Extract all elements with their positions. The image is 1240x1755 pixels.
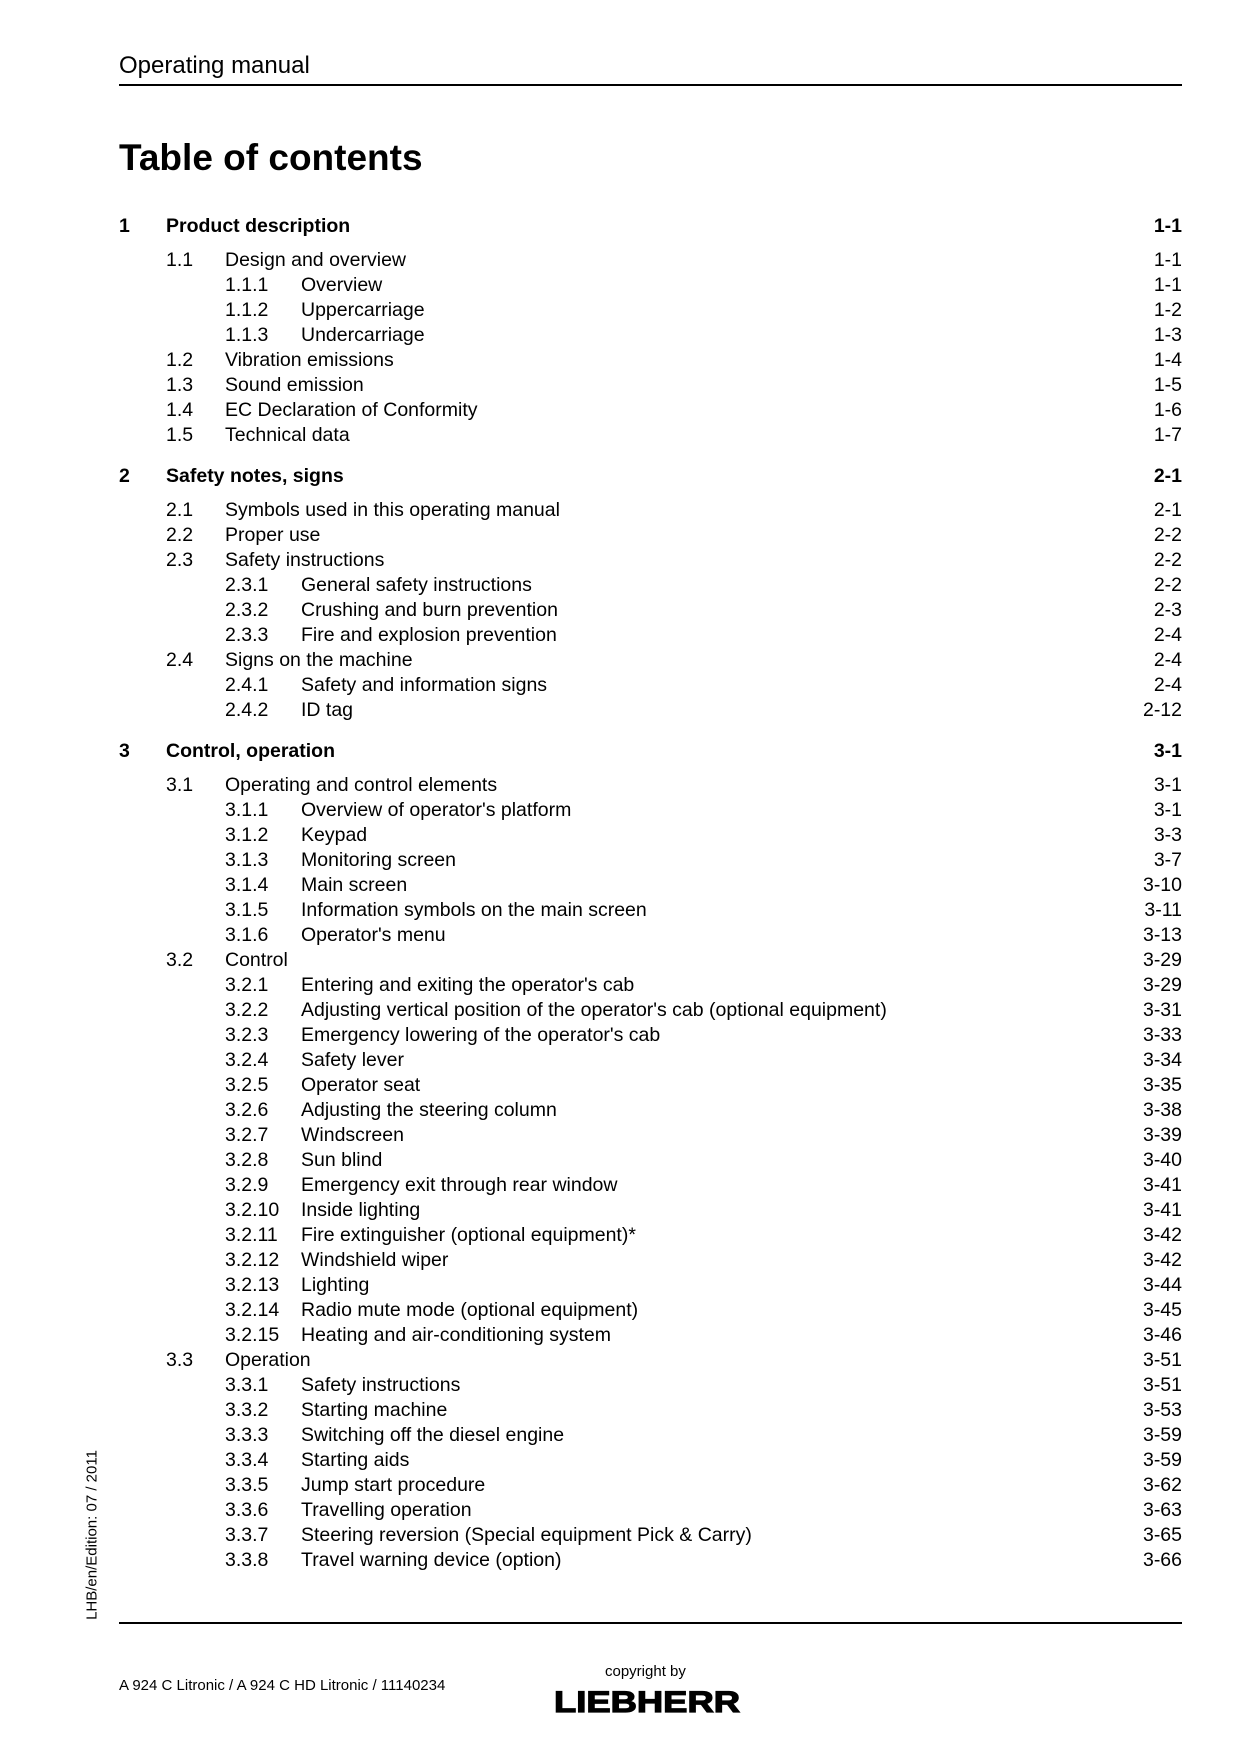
toc-subsection-row[interactable]	[119, 1548, 1182, 1573]
toc-entry-title: Keypad	[301, 824, 368, 846]
toc-chapter	[119, 737, 1182, 1573]
toc-entry-title: Proper use	[225, 524, 321, 546]
toc-entry-page: 2-4	[1153, 649, 1182, 671]
toc-entry-title: Safety instructions	[301, 1374, 461, 1396]
toc-entry-page: 1-3	[1153, 324, 1182, 346]
toc-subsection-row[interactable]	[119, 1498, 1182, 1523]
toc-entry-title: Undercarriage	[301, 324, 425, 346]
toc-entry-title: Windscreen	[301, 1124, 404, 1146]
toc-subsection-row[interactable]	[119, 998, 1182, 1023]
toc-subsection-row[interactable]	[119, 898, 1182, 923]
toc-entry-number: 3.3.6	[225, 1499, 269, 1521]
toc-subsection-row[interactable]	[119, 1298, 1182, 1323]
toc-entry-number: 3.1	[166, 774, 194, 796]
toc-entry-page: 1-1	[1153, 249, 1182, 271]
toc-entry-page: 3-44	[1142, 1274, 1182, 1296]
toc-entry-page: 1-2	[1153, 299, 1182, 321]
toc-entry-number: 3.2.8	[225, 1149, 269, 1171]
toc-entry-title: ID tag	[301, 699, 354, 721]
footer-document-id: A 924 C Litronic / A 924 C HD Litronic / 11140234	[119, 1677, 446, 1694]
toc-entry-title: Overview of operator's platform	[301, 799, 572, 821]
toc-subsection-row[interactable]	[119, 873, 1182, 898]
toc-subsection-row[interactable]	[119, 848, 1182, 873]
toc-entry-number: 3.2.2	[225, 999, 269, 1021]
toc-chapter	[119, 212, 1182, 448]
toc-entry-title: Operation	[225, 1349, 311, 1371]
toc-section-row[interactable]	[119, 773, 1182, 798]
table-of-contents	[119, 212, 1182, 1587]
toc-section-row[interactable]	[119, 373, 1182, 398]
toc-entry-title: Adjusting the steering column	[301, 1099, 557, 1121]
toc-entry-page: 2-3	[1153, 599, 1182, 621]
toc-subsection-row[interactable]	[119, 598, 1182, 623]
toc-entry-number: 3.3.4	[225, 1449, 269, 1471]
toc-entry-title: Safety instructions	[225, 549, 385, 571]
toc-chapter	[119, 462, 1182, 723]
toc-entry-number: 3.2.14	[225, 1299, 280, 1321]
toc-entry-page: 3-41	[1142, 1174, 1182, 1196]
toc-subsection-row[interactable]	[119, 1398, 1182, 1423]
toc-entry-title: Design and overview	[225, 249, 407, 271]
toc-entry-page: 3-1	[1153, 774, 1182, 796]
toc-entry-number: 3.2	[166, 949, 194, 971]
toc-entry-page: 3-34	[1142, 1049, 1182, 1071]
toc-entry-number: 2.3.3	[225, 624, 269, 646]
toc-entry-title: Vibration emissions	[225, 349, 394, 371]
toc-entry-number: 3.2.6	[225, 1099, 269, 1121]
toc-section-row[interactable]	[119, 498, 1182, 523]
toc-entry-number: 1.2	[166, 349, 194, 371]
toc-entry-number: 1.4	[166, 399, 194, 421]
toc-section-row[interactable]	[119, 948, 1182, 973]
toc-entry-page: 3-1	[1153, 799, 1182, 821]
toc-subsection-row[interactable]	[119, 673, 1182, 698]
toc-entry-number: 3.2.1	[225, 974, 269, 996]
toc-subsection-row[interactable]	[119, 1048, 1182, 1073]
toc-subsection-row[interactable]	[119, 323, 1182, 348]
toc-subsection-row[interactable]	[119, 1448, 1182, 1473]
toc-entry-number: 3.2.11	[225, 1224, 278, 1246]
toc-entry-number: 1.1.1	[225, 274, 269, 296]
toc-entry-page: 3-63	[1142, 1499, 1182, 1521]
toc-entry-number: 3.2.3	[225, 1024, 269, 1046]
toc-entry-title: Entering and exiting the operator's cab	[301, 974, 635, 996]
toc-entry-number: 3.2.15	[225, 1324, 280, 1346]
toc-entry-number: 3.3.7	[225, 1524, 269, 1546]
toc-subsection-row[interactable]	[119, 1323, 1182, 1348]
toc-subsection-row[interactable]	[119, 1173, 1182, 1198]
toc-entry-number: 2.3.1	[225, 574, 269, 596]
toc-entry-page: 3-10	[1142, 874, 1182, 896]
toc-entry-number: 1.1	[166, 249, 194, 271]
toc-entry-page: 3-11	[1144, 899, 1182, 921]
toc-entry-number: 3.3.3	[225, 1424, 269, 1446]
toc-entry-title: Starting aids	[301, 1449, 410, 1471]
toc-entry-number: 3.1.5	[225, 899, 269, 921]
toc-entry-title: Switching off the diesel engine	[301, 1424, 565, 1446]
toc-subsection-row[interactable]	[119, 1223, 1182, 1248]
toc-entry-page: 3-62	[1142, 1474, 1182, 1496]
toc-entry-title: Technical data	[225, 424, 350, 446]
toc-entry-number: 2	[119, 465, 130, 487]
toc-entry-number: 3.3.5	[225, 1474, 269, 1496]
toc-section-row[interactable]	[119, 398, 1182, 423]
toc-entry-number: 2.4.1	[225, 674, 269, 696]
toc-entry-title: Overview	[301, 274, 383, 296]
toc-entry-page: 1-1	[1153, 274, 1182, 296]
toc-entry-page: 3-38	[1142, 1099, 1182, 1121]
liebherr-logo	[552, 1686, 742, 1716]
toc-entry-page: 1-6	[1153, 399, 1182, 421]
toc-entry-title: Windshield wiper	[301, 1249, 449, 1271]
liebherr-logo-text: LIEBHERR	[554, 1686, 741, 1716]
toc-entry-title: Emergency exit through rear window	[301, 1174, 618, 1196]
toc-section-row[interactable]	[119, 248, 1182, 273]
toc-entry-number: 2.2	[166, 524, 194, 546]
toc-entry-page: 2-2	[1153, 574, 1182, 596]
toc-entry-page: 2-2	[1153, 524, 1182, 546]
toc-entry-number: 3.3.2	[225, 1399, 269, 1421]
toc-section-row[interactable]	[119, 548, 1182, 573]
toc-entry-number: 3.1.4	[225, 874, 269, 896]
toc-entry-title: Fire and explosion prevention	[301, 624, 557, 646]
toc-entry-title: Information symbols on the main screen	[301, 899, 647, 921]
toc-chapter-heading[interactable]	[119, 737, 1182, 765]
toc-entry-title: Control, operation	[166, 740, 335, 762]
toc-subsection-row[interactable]	[119, 1123, 1182, 1148]
toc-entry-title: Safety notes, signs	[166, 465, 344, 487]
footer-rule	[119, 1622, 1182, 1624]
toc-entry-page: 3-51	[1142, 1349, 1182, 1371]
toc-subsection-row[interactable]	[119, 1373, 1182, 1398]
toc-subsection-row[interactable]	[119, 273, 1182, 298]
toc-entry-title: Operator's menu	[301, 924, 446, 946]
toc-entry-page: 2-12	[1142, 699, 1182, 721]
toc-entry-number: 3.2.7	[225, 1124, 269, 1146]
toc-entry-title: Monitoring screen	[301, 849, 456, 871]
toc-entry-title: Signs on the machine	[225, 649, 413, 671]
toc-entry-title: Safety lever	[301, 1049, 404, 1071]
toc-entry-number: 3.3	[166, 1349, 194, 1371]
toc-entry-title: Sound emission	[225, 374, 364, 396]
toc-entry-title: Emergency lowering of the operator's cab	[301, 1024, 661, 1046]
copyright-label: copyright by	[605, 1663, 686, 1680]
toc-section-row[interactable]	[119, 423, 1182, 448]
header-label: Operating manual	[119, 52, 310, 79]
toc-section-row[interactable]	[119, 523, 1182, 548]
toc-entry-title: Crushing and burn prevention	[301, 599, 558, 621]
toc-entry-number: 2.3.2	[225, 599, 269, 621]
toc-entry-page: 3-29	[1142, 974, 1182, 996]
toc-entry-page: 3-35	[1142, 1074, 1182, 1096]
toc-entry-title: Heating and air-conditioning system	[301, 1324, 612, 1346]
toc-entry-page: 3-45	[1142, 1299, 1182, 1321]
toc-entry-title: General safety instructions	[301, 574, 532, 596]
toc-entry-title: Safety and information signs	[301, 674, 548, 696]
toc-entry-title: Operator seat	[301, 1074, 421, 1096]
toc-entry-title: Starting machine	[301, 1399, 448, 1421]
toc-chapter-heading[interactable]	[119, 462, 1182, 490]
toc-subsection-row[interactable]	[119, 298, 1182, 323]
toc-entry-page: 3-29	[1142, 949, 1182, 971]
toc-entry-number: 1	[119, 215, 130, 237]
toc-subsection-row[interactable]	[119, 823, 1182, 848]
toc-entry-number: 2.4.2	[225, 699, 269, 721]
toc-subsection-row[interactable]	[119, 1423, 1182, 1448]
toc-entry-title: Symbols used in this operating manual	[225, 499, 560, 521]
toc-entry-page: 1-1	[1153, 215, 1182, 237]
toc-subsection-row[interactable]	[119, 1523, 1182, 1548]
toc-subsection-row[interactable]	[119, 1248, 1182, 1273]
toc-entry-number: 3.1.6	[225, 924, 269, 946]
toc-entry-page: 3-53	[1142, 1399, 1182, 1421]
toc-entry-page: 3-59	[1142, 1424, 1182, 1446]
toc-entry-page: 3-13	[1142, 924, 1182, 946]
toc-subsection-row[interactable]	[119, 698, 1182, 723]
toc-entry-page: 3-42	[1142, 1249, 1182, 1271]
toc-section-row[interactable]	[119, 348, 1182, 373]
toc-entry-number: 2.3	[166, 549, 194, 571]
toc-entry-title: Inside lighting	[301, 1199, 421, 1221]
toc-entry-number: 2.4	[166, 649, 194, 671]
toc-subsection-row[interactable]	[119, 1098, 1182, 1123]
toc-entry-title: Jump start procedure	[301, 1474, 486, 1496]
toc-entry-number: 1.1.2	[225, 299, 269, 321]
toc-entry-number: 3.1.3	[225, 849, 269, 871]
toc-entry-page: 3-42	[1142, 1224, 1182, 1246]
toc-entry-page: 3-39	[1142, 1124, 1182, 1146]
toc-entry-page: 3-31	[1142, 999, 1182, 1021]
toc-entry-title: Steering reversion (Special equipment Pick & Carry)	[301, 1524, 752, 1546]
toc-entry-page: 3-40	[1142, 1149, 1182, 1171]
toc-chapter-heading[interactable]	[119, 212, 1182, 240]
toc-entry-page: 2-1	[1153, 499, 1182, 521]
toc-entry-title: Uppercarriage	[301, 299, 425, 321]
edition-label: LHB/en/Edition: 07 / 2011	[83, 1450, 101, 1620]
toc-entry-page: 3-7	[1153, 849, 1182, 871]
toc-entry-number: 3.1.1	[225, 799, 269, 821]
toc-entry-page: 3-66	[1142, 1549, 1182, 1571]
toc-subsection-row[interactable]	[119, 1023, 1182, 1048]
toc-entry-number: 3.2.5	[225, 1074, 269, 1096]
toc-entry-title: Product description	[166, 215, 351, 237]
toc-entry-number: 3.3.8	[225, 1549, 269, 1571]
toc-section-row[interactable]	[119, 648, 1182, 673]
toc-entry-number: 2.1	[166, 499, 194, 521]
toc-entry-number: 3.2.4	[225, 1049, 269, 1071]
toc-entry-number: 3.2.13	[225, 1274, 280, 1296]
toc-entry-page: 1-4	[1153, 349, 1182, 371]
toc-entry-page: 2-2	[1153, 549, 1182, 571]
toc-subsection-row[interactable]	[119, 1148, 1182, 1173]
toc-entry-number: 3.2.12	[225, 1249, 280, 1271]
toc-subsection-row[interactable]	[119, 1473, 1182, 1498]
toc-subsection-row[interactable]	[119, 623, 1182, 648]
toc-entry-number: 3.2.9	[225, 1174, 269, 1196]
toc-entry-page: 2-4	[1153, 674, 1182, 696]
toc-entry-title: Travelling operation	[301, 1499, 472, 1521]
toc-subsection-row[interactable]	[119, 798, 1182, 823]
toc-entry-title: Operating and control elements	[225, 774, 498, 796]
toc-subsection-row[interactable]	[119, 1273, 1182, 1298]
toc-subsection-row[interactable]	[119, 973, 1182, 998]
toc-entry-number: 3.1.2	[225, 824, 269, 846]
toc-entry-page: 1-7	[1153, 424, 1182, 446]
toc-entry-title: Adjusting vertical position of the operator's cab (optional equipment)	[301, 999, 887, 1021]
toc-entry-title: Control	[225, 949, 288, 971]
toc-subsection-row[interactable]	[119, 1198, 1182, 1223]
toc-subsection-row[interactable]	[119, 923, 1182, 948]
toc-entry-page: 2-1	[1153, 465, 1182, 487]
toc-entry-page: 3-33	[1142, 1024, 1182, 1046]
toc-entry-number: 1.1.3	[225, 324, 269, 346]
toc-entry-page: 3-1	[1153, 740, 1182, 762]
toc-entry-number: 1.5	[166, 424, 194, 446]
toc-entry-number: 3.2.10	[225, 1199, 280, 1221]
toc-entry-page: 1-5	[1153, 374, 1182, 396]
toc-subsection-row[interactable]	[119, 573, 1182, 598]
toc-entry-title: Radio mute mode (optional equipment)	[301, 1299, 639, 1321]
toc-entry-title: EC Declaration of Conformity	[225, 399, 478, 421]
toc-entry-number: 3	[119, 740, 130, 762]
toc-section-row[interactable]	[119, 1348, 1182, 1373]
toc-entry-title: Sun blind	[301, 1149, 383, 1171]
toc-entry-number: 3.3.1	[225, 1374, 269, 1396]
toc-entry-title: Fire extinguisher (optional equipment)*	[301, 1224, 636, 1246]
header-rule	[119, 84, 1182, 86]
toc-entry-page: 3-59	[1142, 1449, 1182, 1471]
toc-entry-page: 3-51	[1142, 1374, 1182, 1396]
toc-entry-page: 3-46	[1142, 1324, 1182, 1346]
page-title: Table of contents	[119, 137, 423, 178]
toc-entry-number: 1.3	[166, 374, 194, 396]
toc-subsection-row[interactable]	[119, 1073, 1182, 1098]
toc-entry-page: 3-65	[1142, 1524, 1182, 1546]
toc-entry-page: 3-3	[1153, 824, 1182, 846]
toc-entry-title: Lighting	[301, 1274, 370, 1296]
toc-entry-title: Travel warning device (option)	[301, 1549, 562, 1571]
toc-entry-page: 3-41	[1142, 1199, 1182, 1221]
toc-entry-page: 2-4	[1153, 624, 1182, 646]
toc-entry-title: Main screen	[301, 874, 408, 896]
